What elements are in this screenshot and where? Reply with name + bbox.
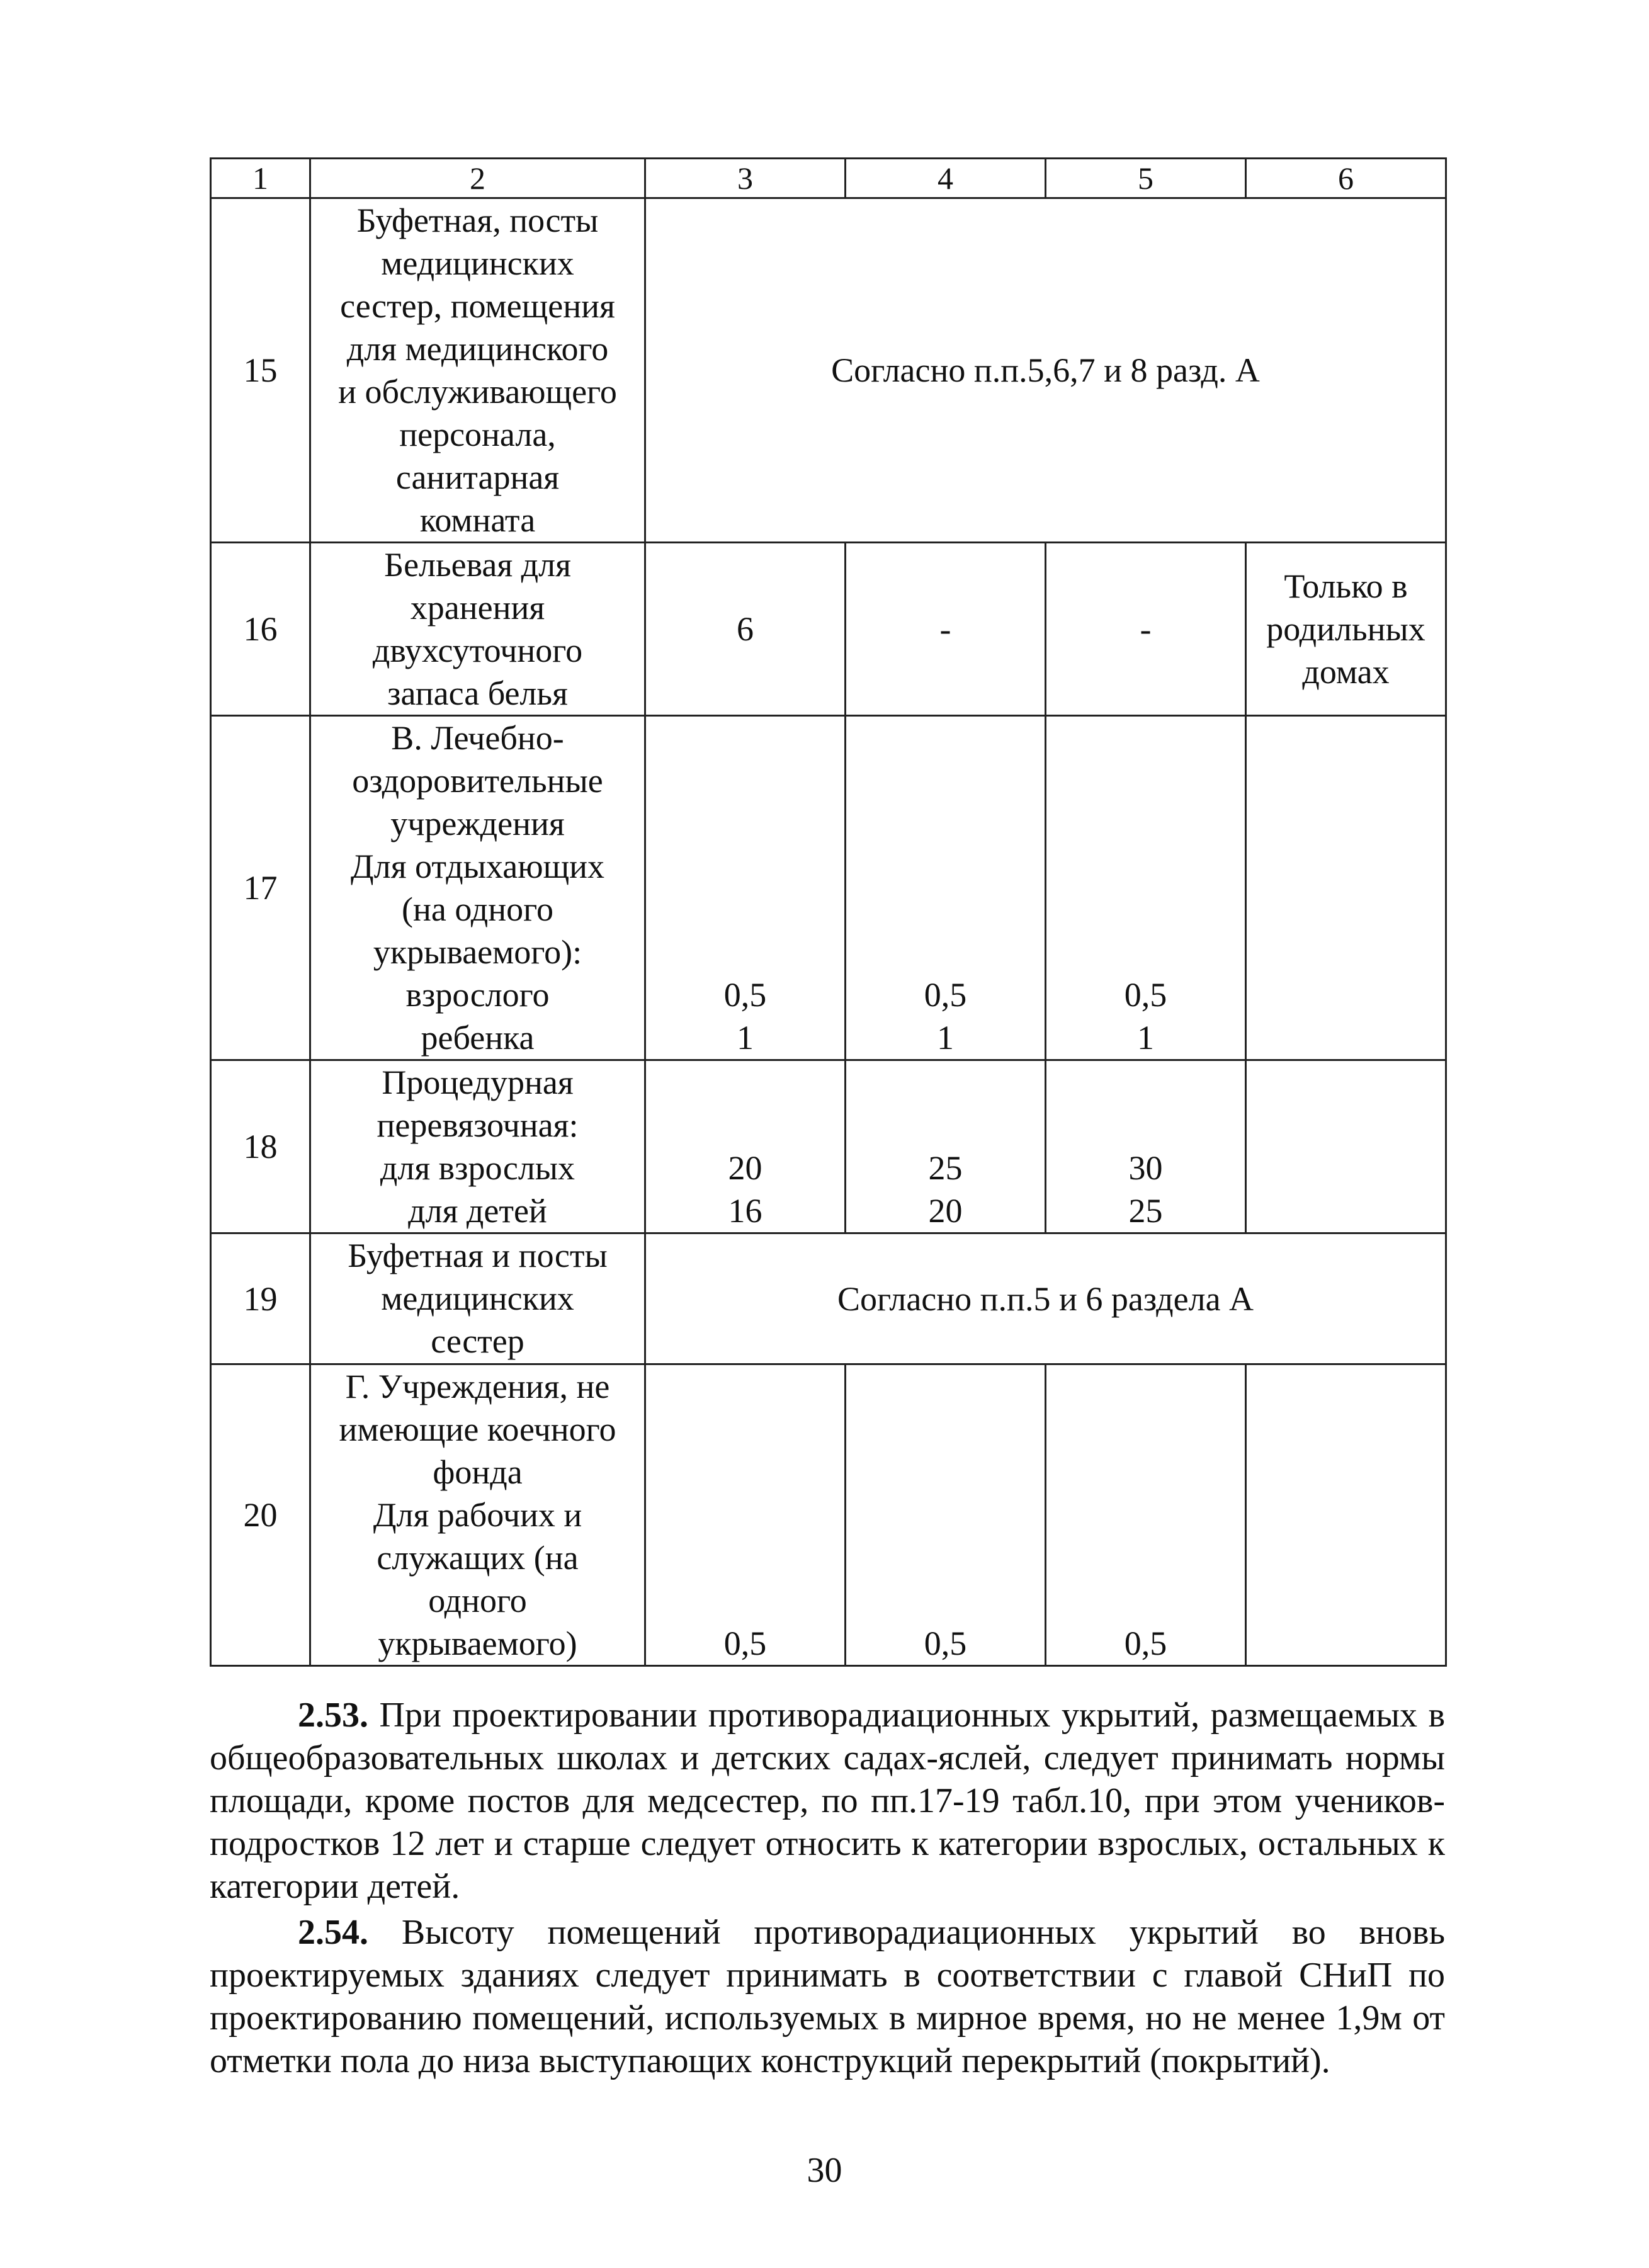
desc-line: (на одного — [402, 890, 553, 928]
desc-line: укрываемого) — [378, 1624, 577, 1662]
cell-value: 1 — [737, 1019, 754, 1057]
row-number: 15 — [211, 198, 310, 543]
row-number: 17 — [211, 716, 310, 1060]
page-number: 30 — [807, 2151, 842, 2190]
desc-line: санитарная — [395, 458, 560, 496]
value-cell — [846, 1364, 1046, 1666]
desc-line: запаса белья — [387, 674, 568, 712]
note-cell — [1246, 543, 1446, 716]
cell-value: 0,5 — [1124, 976, 1167, 1014]
cell-value: 20 — [928, 1192, 963, 1230]
row-number: 18 — [211, 1060, 310, 1233]
paragraph-text: Высоту помещений противорадиационных укрытий во вновь проектируемых зданиях следует принимать в соответствии с главой СНиП по проектированию помещений, используемых в мирное время, но не менее 1,9м от отметки пола до низа выступающих конструкций перекрытий (покрытий). — [210, 1913, 1446, 2080]
desc-line: Процедурная — [382, 1063, 574, 1101]
header-cell: 1 — [211, 159, 310, 198]
desc-line: сестер, помещения — [340, 287, 615, 325]
row-description — [310, 1233, 645, 1364]
note-cell — [1246, 1060, 1446, 1233]
desc-line: для детей — [408, 1192, 547, 1230]
desc-line: и обслуживающего — [338, 373, 617, 411]
desc-line: Г. Учреждения, не — [345, 1368, 610, 1405]
paragraph-text: При проектировании противорадиационных укрытий, размещаемых в общеобразовательных школах и детских садах-яслей, следует принимать нормы площади, кроме постов для медсестер, по пп.17-19 табл.10, при этом учеников-подростков 12 лет и старше следует относить к категории взрослых, остальных к категории детей. — [210, 1696, 1446, 1906]
row-description — [310, 543, 645, 716]
cell-value: 0,5 — [924, 976, 967, 1014]
note-line: Только в — [1284, 567, 1408, 605]
header-cell: 3 — [645, 159, 846, 198]
value-cell — [1046, 716, 1246, 1060]
table-header-row — [211, 159, 1446, 198]
value-cell — [1046, 1060, 1246, 1233]
cell-value: 25 — [928, 1149, 963, 1187]
desc-line: учреждения — [390, 805, 565, 842]
cell-value: 0,5 — [1124, 1624, 1167, 1662]
desc-line: для медицинского — [346, 330, 609, 368]
desc-line: ребенка — [421, 1019, 535, 1057]
row-number: 16 — [211, 543, 310, 716]
paragraph-number: 2.53. — [298, 1696, 368, 1735]
desc-line: комната — [419, 501, 536, 539]
desc-line: медицинских — [381, 1279, 574, 1317]
table-row — [211, 716, 1446, 1060]
note-line: родильных — [1266, 610, 1425, 648]
cell-value: - — [1140, 610, 1152, 648]
desc-line: имеющие коечного — [339, 1410, 616, 1448]
row-number: 20 — [211, 1364, 310, 1666]
note-cell — [1246, 1364, 1446, 1666]
desc-line: оздоровительные — [352, 762, 603, 800]
desc-line: двухсуточного — [372, 632, 583, 669]
note-line: домах — [1302, 653, 1390, 691]
merged-note: Согласно п.п.5 и 6 раздела А — [645, 1233, 1446, 1364]
cell-value: 0,5 — [723, 1624, 767, 1662]
value-cell — [846, 716, 1046, 1060]
table-row — [211, 198, 1446, 543]
cell-value: 25 — [1128, 1192, 1163, 1230]
cell-value: 20 — [728, 1149, 762, 1187]
cell-value: - — [939, 610, 951, 648]
desc-line: персонала, — [399, 416, 556, 453]
desc-line: Буфетная, посты — [356, 201, 599, 239]
desc-line: перевязочная: — [377, 1106, 579, 1144]
desc-line: Для рабочих и — [373, 1496, 582, 1534]
value-cell — [645, 1364, 846, 1666]
desc-line: В. Лечебно- — [391, 719, 564, 757]
desc-line: хранения — [410, 589, 545, 627]
desc-line: сестер — [431, 1322, 524, 1360]
desc-line: Буфетная и посты — [348, 1237, 608, 1274]
table-row — [211, 543, 1446, 716]
merged-note: Согласно п.п.5,6,7 и 8 разд. А — [645, 198, 1446, 543]
desc-line: Бельевая для — [384, 546, 571, 584]
desc-line: фонда — [433, 1453, 523, 1491]
row-description — [310, 1060, 645, 1233]
value-cell — [645, 716, 846, 1060]
paragraph-2-53 — [210, 1694, 1445, 1908]
norms-table — [210, 157, 1447, 1667]
header-cell: 2 — [310, 159, 645, 198]
paragraph-2-54 — [210, 1911, 1445, 2082]
header-cell: 6 — [1246, 159, 1446, 198]
desc-line: одного — [428, 1582, 527, 1619]
paragraph-number: 2.54. — [298, 1913, 368, 1952]
cell-value: 1 — [937, 1019, 954, 1057]
header-cell: 4 — [846, 159, 1046, 198]
desc-line: Для отдыхающих — [350, 848, 605, 885]
cell-value: 16 — [728, 1192, 762, 1230]
desc-line: укрываемого): — [373, 933, 582, 971]
desc-line: взрослого — [405, 976, 550, 1014]
row-description — [310, 716, 645, 1060]
row-description — [310, 1364, 645, 1666]
row-description — [310, 198, 645, 543]
value-cell — [645, 543, 846, 716]
desc-line: служащих (на — [377, 1539, 579, 1577]
header-cell: 5 — [1046, 159, 1246, 198]
cell-value: 0,5 — [924, 1624, 967, 1662]
cell-value: 6 — [737, 610, 754, 648]
cell-value: 0,5 — [723, 976, 767, 1014]
cell-value: 30 — [1128, 1149, 1163, 1187]
value-cell — [846, 1060, 1046, 1233]
table-row — [211, 1233, 1446, 1364]
table-row — [211, 1060, 1446, 1233]
row-number: 19 — [211, 1233, 310, 1364]
cell-value: 1 — [1137, 1019, 1154, 1057]
value-cell — [1046, 1364, 1246, 1666]
value-cell — [645, 1060, 846, 1233]
desc-line: для взрослых — [380, 1149, 575, 1187]
note-cell — [1246, 716, 1446, 1060]
desc-line: медицинских — [381, 244, 574, 282]
value-cell — [846, 543, 1046, 716]
table-row — [211, 1364, 1446, 1666]
value-cell — [1046, 543, 1246, 716]
